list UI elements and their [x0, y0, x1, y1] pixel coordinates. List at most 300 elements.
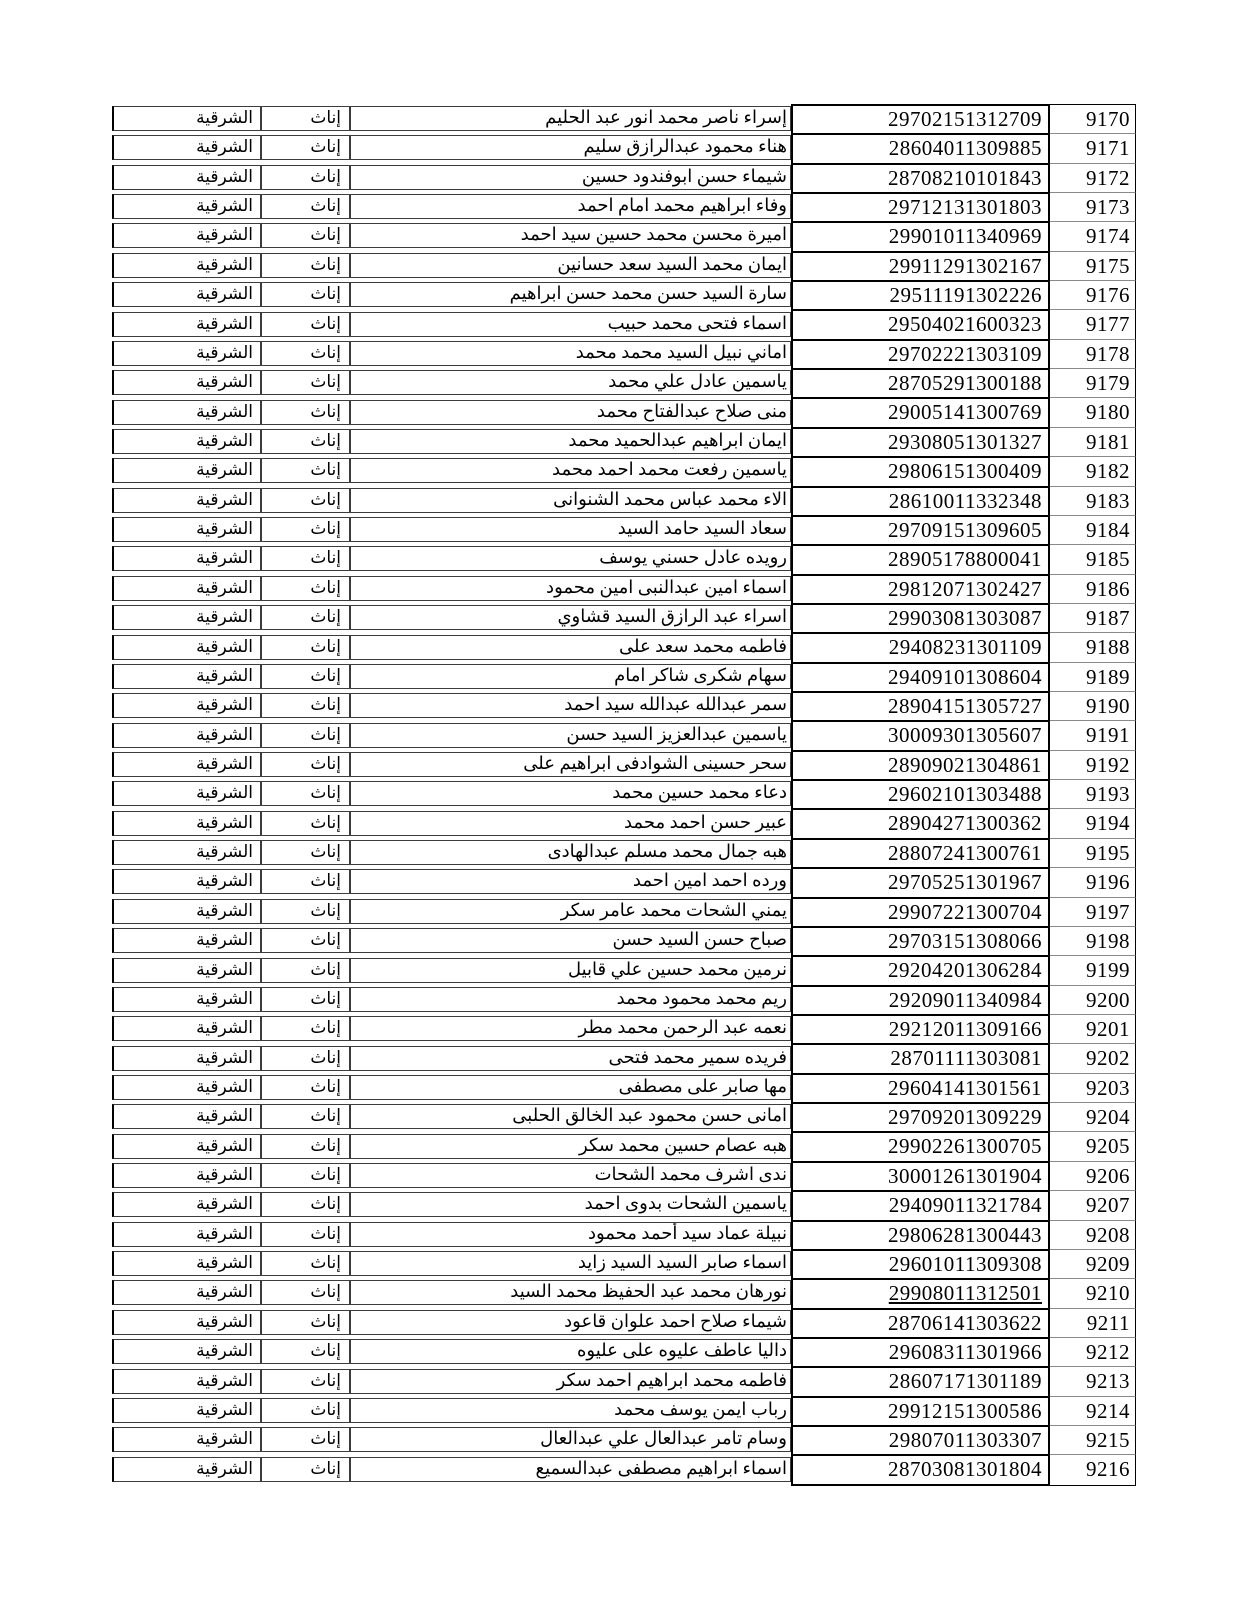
serial-value: 9188 [1086, 635, 1130, 660]
name-cell: هبه عصام حسين محمد سكر [579, 1134, 787, 1155]
name-cell: ايمان ابراهيم عبدالحميد محمد [568, 429, 787, 450]
table-row [112, 1427, 791, 1452]
governorate-cell: الشرقية [196, 1223, 253, 1243]
serial-value: 9209 [1086, 1251, 1130, 1276]
table-row [112, 517, 791, 542]
serial-value: 9171 [1086, 136, 1130, 161]
national-id-cell [791, 897, 1050, 929]
name-cell: فريده سمير محمد فتحى [608, 1046, 787, 1067]
serial-value: 9181 [1086, 429, 1130, 454]
serial-value: 9210 [1086, 1281, 1130, 1306]
governorate-cell: الشرقية [196, 196, 253, 216]
serial-cell [1050, 427, 1136, 459]
serial-value: 9215 [1086, 1428, 1130, 1453]
governorate-cell: الشرقية [196, 1253, 253, 1273]
national-id-value: 29703151308066 [888, 928, 1042, 953]
serial-cell [1050, 1102, 1136, 1134]
national-id-cell [791, 251, 1050, 283]
serial-cell [1050, 750, 1136, 782]
serial-cell [1050, 1249, 1136, 1281]
table-row [112, 488, 791, 513]
governorate-cell: الشرقية [196, 108, 253, 127]
governorate-cell: الشرقية [196, 871, 253, 891]
governorate-cell: الشرقية [196, 930, 253, 950]
table-row [112, 958, 791, 983]
governorate-cell: الشرقية [196, 372, 253, 392]
gender-cell: إناث [310, 108, 341, 127]
national-id-value: 29912151300586 [888, 1398, 1042, 1423]
national-id-cell [791, 691, 1050, 723]
serial-value: 9185 [1086, 547, 1130, 572]
name-cell: نعمه عبد الرحمن محمد مطر [578, 1017, 787, 1038]
name-cell: هبه جمال محمد مسلم عبدالهادى [547, 841, 787, 862]
serial-cell [1050, 251, 1136, 283]
governorate-cell: الشرقية [196, 401, 253, 421]
name-cell: ياسمين عبدالعزيز السيد حسن [566, 723, 787, 744]
governorate-cell: الشرقية [196, 1165, 253, 1185]
serial-cell [1050, 838, 1136, 870]
gender-cell: إناث [310, 548, 341, 568]
national-id-value: 29903081303087 [888, 605, 1042, 630]
gender-cell: إناث [310, 401, 341, 421]
serial-value: 9186 [1086, 576, 1130, 601]
national-id-cell [791, 1161, 1050, 1193]
gender-cell: إناث [310, 577, 341, 597]
gender-cell: إناث [310, 372, 341, 392]
name-cell: سارة السيد حسن محمد حسن ابراهيم [509, 283, 787, 304]
national-id-value: 29908011312501 [888, 1281, 1042, 1306]
name-cell: نرمين محمد حسين علي قابيل [567, 958, 787, 979]
name-cell: ورده احمد امين احمد [632, 870, 787, 891]
gender-cell: إناث [310, 1370, 341, 1390]
name-cell: اسراء عبد الرازق السيد قشاوي [557, 606, 787, 627]
gender-cell: إناث [310, 1311, 341, 1331]
name-cell: ريم محمد محمود محمد [616, 987, 787, 1008]
national-id-value: 29901011340969 [888, 224, 1042, 249]
name-cell: اسماء ابراهيم مصطفى عبدالسميع [535, 1457, 787, 1478]
serial-cell [1050, 280, 1136, 312]
national-id-value: 29602101303488 [888, 782, 1042, 807]
gender-cell: إناث [310, 900, 341, 920]
national-id-cell [791, 339, 1050, 371]
gender-cell: إناث [310, 460, 341, 480]
name-cell: اسماء صابر السيد السيد زايد [577, 1252, 787, 1273]
serial-cell [1050, 1131, 1136, 1163]
table-row [112, 781, 791, 806]
table-row [112, 223, 791, 248]
name-cell: ياسمين عادل علي محمد [608, 371, 787, 392]
serial-cell [1050, 309, 1136, 341]
serial-value: 9191 [1086, 723, 1130, 748]
serial-value: 9216 [1086, 1457, 1130, 1482]
serial-cell [1050, 1278, 1136, 1310]
serial-value: 9183 [1086, 488, 1130, 513]
gender-cell: إناث [310, 1047, 341, 1067]
table-row [112, 1280, 791, 1305]
table-row [112, 135, 791, 160]
national-id-cell [791, 955, 1050, 987]
national-id-cell [791, 397, 1050, 429]
national-id-cell [791, 1366, 1050, 1398]
national-id-cell [791, 163, 1050, 195]
national-id-value: 28905178800041 [888, 547, 1042, 572]
table-row [112, 1104, 791, 1129]
serial-cell [1050, 456, 1136, 488]
serial-cell [1050, 368, 1136, 400]
serial-cell [1050, 897, 1136, 929]
gender-cell: إناث [310, 812, 341, 832]
name-cell: ايمان محمد السيد سعد حسانين [557, 253, 787, 274]
table-row [112, 723, 791, 748]
table-row [112, 370, 791, 395]
national-id-value: 29705251301967 [888, 870, 1042, 895]
governorate-cell: الشرقية [196, 1076, 253, 1096]
national-id-value: 29712131301803 [888, 194, 1042, 219]
national-id-cell [791, 750, 1050, 782]
national-id-cell [791, 1396, 1050, 1428]
national-id-cell [791, 1278, 1050, 1310]
national-id-cell [791, 515, 1050, 547]
table-row [112, 1222, 791, 1247]
name-cell: فاطمه محمد سعد على [618, 635, 787, 656]
serial-cell [1050, 397, 1136, 429]
governorate-cell: الشرقية [196, 783, 253, 803]
table-row [112, 312, 791, 337]
name-cell: إسراء ناصر محمد انور عبد الحليم [545, 107, 787, 127]
national-id-value: 28904151305727 [888, 694, 1042, 719]
governorate-cell: الشرقية [196, 1282, 253, 1302]
serial-cell [1050, 955, 1136, 987]
gender-cell: إناث [310, 137, 341, 157]
serial-value: 9200 [1086, 987, 1130, 1012]
governorate-cell: الشرقية [196, 724, 253, 744]
name-cell: صباح حسن السيد حسن [612, 929, 787, 950]
serial-cell [1050, 1454, 1136, 1486]
national-id-cell [791, 221, 1050, 253]
governorate-cell: الشرقية [196, 166, 253, 186]
name-cell: اسماء فتحى محمد حبيب [607, 312, 787, 333]
gender-cell: إناث [310, 930, 341, 950]
table-row [112, 928, 791, 953]
serial-value: 9202 [1086, 1046, 1130, 1071]
national-id-cell [791, 632, 1050, 664]
gender-cell: إناث [310, 1253, 341, 1273]
national-id-cell [791, 104, 1050, 136]
national-id-cell [791, 1014, 1050, 1046]
governorate-cell: الشرقية [196, 489, 253, 509]
national-id-value: 29608311301966 [888, 1340, 1042, 1364]
gender-cell: إناث [310, 489, 341, 509]
serial-cell [1050, 867, 1136, 899]
serial-cell [1050, 720, 1136, 752]
name-cell: اسماء امين عبدالنبى امين محمود [546, 576, 787, 597]
national-id-cell [791, 838, 1050, 870]
national-id-value: 29212011309166 [888, 1017, 1042, 1042]
governorate-cell: الشرقية [196, 1106, 253, 1126]
serial-cell [1050, 544, 1136, 576]
serial-cell [1050, 779, 1136, 811]
governorate-cell: الشرقية [196, 607, 253, 627]
table-row [112, 1046, 791, 1071]
table-row [112, 458, 791, 483]
table-row [112, 693, 791, 718]
table-row [112, 1369, 791, 1394]
serial-cell [1050, 662, 1136, 694]
gender-cell: إناث [310, 1223, 341, 1243]
governorate-cell: الشرقية [196, 636, 253, 656]
national-id-cell [791, 486, 1050, 518]
national-id-value: 29204201306284 [888, 958, 1042, 983]
name-cell: مها صابر على مصطفى [618, 1075, 787, 1096]
table-row [112, 341, 791, 366]
national-id-cell [791, 1073, 1050, 1105]
governorate-cell: الشرقية [196, 254, 253, 274]
serial-cell [1050, 192, 1136, 224]
national-id-value: 29409101308604 [888, 664, 1042, 689]
table-row [112, 165, 791, 190]
serial-cell [1050, 1220, 1136, 1252]
national-id-cell [791, 1249, 1050, 1281]
table-row [112, 752, 791, 777]
governorate-cell: الشرقية [196, 959, 253, 979]
table-row [112, 635, 791, 660]
serial-cell [1050, 163, 1136, 195]
national-id-cell [791, 1102, 1050, 1134]
name-cell: فاطمه محمد ابراهيم احمد سكر [556, 1369, 787, 1390]
serial-cell [1050, 1425, 1136, 1457]
serial-value: 9213 [1086, 1369, 1130, 1394]
gender-cell: إناث [310, 665, 341, 685]
name-cell: سهام شكرى شاكر امام [614, 664, 787, 685]
serial-cell [1050, 1337, 1136, 1369]
gender-cell: إناث [310, 225, 341, 245]
national-id-value: 28909021304861 [888, 752, 1042, 777]
national-id-cell [791, 779, 1050, 811]
national-id-cell [791, 603, 1050, 635]
national-id-value: 29807011303307 [888, 1428, 1042, 1453]
gender-cell: إناث [310, 254, 341, 274]
serial-value: 9189 [1086, 664, 1130, 689]
national-id-value: 29005141300769 [888, 400, 1042, 425]
serial-cell [1050, 926, 1136, 958]
name-cell: رويده عادل حسني يوسف [599, 547, 787, 568]
gender-cell: إناث [310, 607, 341, 627]
national-id-value: 29408231301109 [888, 635, 1042, 660]
name-cell: نورهان محمد عبد الحفيظ محمد السيد [510, 1281, 787, 1302]
national-id-cell [791, 1337, 1050, 1369]
serial-value: 9172 [1086, 165, 1130, 190]
governorate-cell: الشرقية [196, 1194, 253, 1214]
national-id-value: 28607171301189 [888, 1369, 1042, 1394]
table-row [112, 869, 791, 894]
national-id-cell [791, 1425, 1050, 1457]
serial-value: 9173 [1086, 194, 1130, 219]
national-id-cell [791, 985, 1050, 1017]
governorate-cell: الشرقية [196, 988, 253, 1008]
national-id-cell [791, 1220, 1050, 1252]
serial-cell [1050, 1308, 1136, 1340]
national-id-value: 28807241300761 [888, 840, 1042, 865]
governorate-cell: الشرقية [196, 1429, 253, 1449]
national-id-value: 29601011309308 [888, 1251, 1042, 1276]
serial-value: 9195 [1086, 840, 1130, 865]
national-id-value: 29907221300704 [888, 899, 1042, 924]
name-cell: شيماء صلاح احمد علوان قاعود [564, 1310, 787, 1331]
governorate-cell: الشرقية [196, 753, 253, 773]
serial-cell [1050, 1073, 1136, 1105]
national-id-cell [791, 808, 1050, 840]
table-row [112, 1134, 791, 1159]
national-id-value: 28706141303622 [888, 1310, 1042, 1335]
gender-cell: إناث [310, 284, 341, 304]
gender-cell: إناث [310, 783, 341, 803]
national-id-cell [791, 1190, 1050, 1222]
national-id-value: 29511191302226 [889, 282, 1042, 307]
serial-cell [1050, 339, 1136, 371]
governorate-cell: الشرقية [196, 548, 253, 568]
gender-cell: إناث [310, 636, 341, 656]
serial-cell [1050, 691, 1136, 723]
national-id-value: 29409011321784 [888, 1193, 1042, 1218]
table-row [112, 429, 791, 454]
governorate-cell: الشرقية [196, 695, 253, 715]
table-row [112, 664, 791, 689]
table-row [112, 253, 791, 278]
national-id-value: 29812071302427 [888, 576, 1042, 601]
serial-value: 9207 [1086, 1193, 1130, 1218]
serial-cell [1050, 104, 1136, 136]
serial-cell [1050, 221, 1136, 253]
national-id-cell [791, 926, 1050, 958]
name-cell: يمني الشحات محمد عامر سكر [560, 899, 787, 920]
name-cell: منى صلاح عبدالفتاح محمد [596, 400, 787, 421]
serial-value: 9176 [1086, 282, 1130, 307]
governorate-cell: الشرقية [196, 1047, 253, 1067]
gender-cell: إناث [310, 1458, 341, 1478]
governorate-cell: الشرقية [196, 1311, 253, 1331]
name-cell: سمر عبدالله عبدالله سيد احمد [564, 694, 787, 715]
serial-value: 9170 [1086, 106, 1130, 131]
governorate-cell: الشرقية [196, 1135, 253, 1155]
gender-cell: إناث [310, 1106, 341, 1126]
table-row [112, 1457, 791, 1482]
serial-value: 9211 [1086, 1310, 1130, 1335]
national-id-value: 29604141301561 [888, 1075, 1042, 1100]
gender-cell: إناث [310, 313, 341, 333]
name-cell: شيماء حسن ابوفندود حسين [581, 165, 787, 186]
table-row [112, 605, 791, 630]
table-row [112, 811, 791, 836]
national-id-value: 29709151309605 [888, 517, 1042, 542]
national-id-cell [791, 192, 1050, 224]
gender-cell: إناث [310, 196, 341, 216]
national-id-value: 29702151312709 [888, 106, 1042, 131]
gender-cell: إناث [310, 1282, 341, 1302]
gender-cell: إناث [310, 1429, 341, 1449]
serial-value: 9184 [1086, 517, 1130, 542]
governorate-cell: الشرقية [196, 1341, 253, 1361]
governorate-cell: الشرقية [196, 313, 253, 333]
governorate-cell: الشرقية [196, 225, 253, 245]
national-id-value: 29209011340984 [888, 987, 1042, 1012]
serial-value: 9177 [1086, 312, 1130, 337]
national-id-value: 29806281300443 [888, 1222, 1042, 1247]
table-row [112, 400, 791, 425]
governorate-cell: الشرقية [196, 430, 253, 450]
table-row [112, 106, 791, 131]
serial-value: 9174 [1086, 224, 1130, 249]
national-id-value: 29308051301327 [888, 429, 1042, 454]
table-row [112, 576, 791, 601]
name-cell: ياسمين الشحات بدوى احمد [584, 1193, 787, 1214]
serial-value: 9203 [1086, 1075, 1130, 1100]
name-cell: سحر حسينى الشوادفى ابراهيم على [523, 752, 787, 773]
national-id-value: 29709201309229 [888, 1105, 1042, 1130]
name-cell: اماني نبيل السيد محمد محمد [575, 341, 787, 362]
serial-value: 9205 [1086, 1134, 1130, 1159]
serial-cell [1050, 985, 1136, 1017]
name-cell: ياسمين رفعت محمد احمد محمد [552, 459, 787, 480]
gender-cell: إناث [310, 1194, 341, 1214]
governorate-cell: الشرقية [196, 577, 253, 597]
name-cell: ندى اشرف محمد الشحات [594, 1164, 787, 1185]
governorate-cell: الشرقية [196, 137, 253, 157]
serial-value: 9196 [1086, 870, 1130, 895]
gender-cell: إناث [310, 1399, 341, 1419]
national-id-value: 30001261301904 [888, 1163, 1042, 1188]
name-cell: وسام تامر عبدالعال علي عبدالعال [540, 1428, 787, 1449]
name-cell: رباب ايمن يوسف محمد [614, 1398, 787, 1419]
serial-value: 9180 [1086, 400, 1130, 425]
gender-cell: إناث [310, 724, 341, 744]
serial-value: 9192 [1086, 752, 1130, 777]
governorate-cell: الشرقية [196, 519, 253, 539]
gender-cell: إناث [310, 753, 341, 773]
national-id-cell [791, 427, 1050, 459]
serial-cell [1050, 1014, 1136, 1046]
national-id-cell [791, 1131, 1050, 1163]
name-cell: داليا عاطف عليوه على عليوه [576, 1340, 787, 1361]
national-id-cell [791, 867, 1050, 899]
national-id-value: 29702221303109 [888, 341, 1042, 366]
national-id-value: 29504021600323 [888, 312, 1042, 337]
serial-value: 9199 [1086, 958, 1130, 983]
governorate-cell: الشرقية [196, 900, 253, 920]
serial-cell [1050, 133, 1136, 165]
national-id-cell [791, 309, 1050, 341]
serial-value: 9201 [1086, 1017, 1130, 1042]
governorate-cell: الشرقية [196, 1370, 253, 1390]
gender-cell: إناث [310, 1018, 341, 1038]
serial-cell [1050, 486, 1136, 518]
gender-cell: إناث [310, 988, 341, 1008]
gender-cell: إناث [310, 959, 341, 979]
national-id-value: 28610011332348 [888, 488, 1042, 513]
national-id-value: 28705291300188 [888, 371, 1042, 396]
governorate-cell: الشرقية [196, 1018, 253, 1038]
serial-value: 9212 [1086, 1340, 1130, 1364]
gender-cell: إناث [310, 1076, 341, 1096]
national-id-value: 28604011309885 [888, 136, 1042, 161]
serial-cell [1050, 574, 1136, 606]
gender-cell: إناث [310, 342, 341, 362]
serial-value: 9208 [1086, 1222, 1130, 1247]
national-id-cell [791, 720, 1050, 752]
serial-cell [1050, 632, 1136, 664]
national-id-cell [791, 544, 1050, 576]
table-row [112, 194, 791, 219]
name-cell: نبيلة عماد سيد أحمد محمود [587, 1222, 787, 1243]
